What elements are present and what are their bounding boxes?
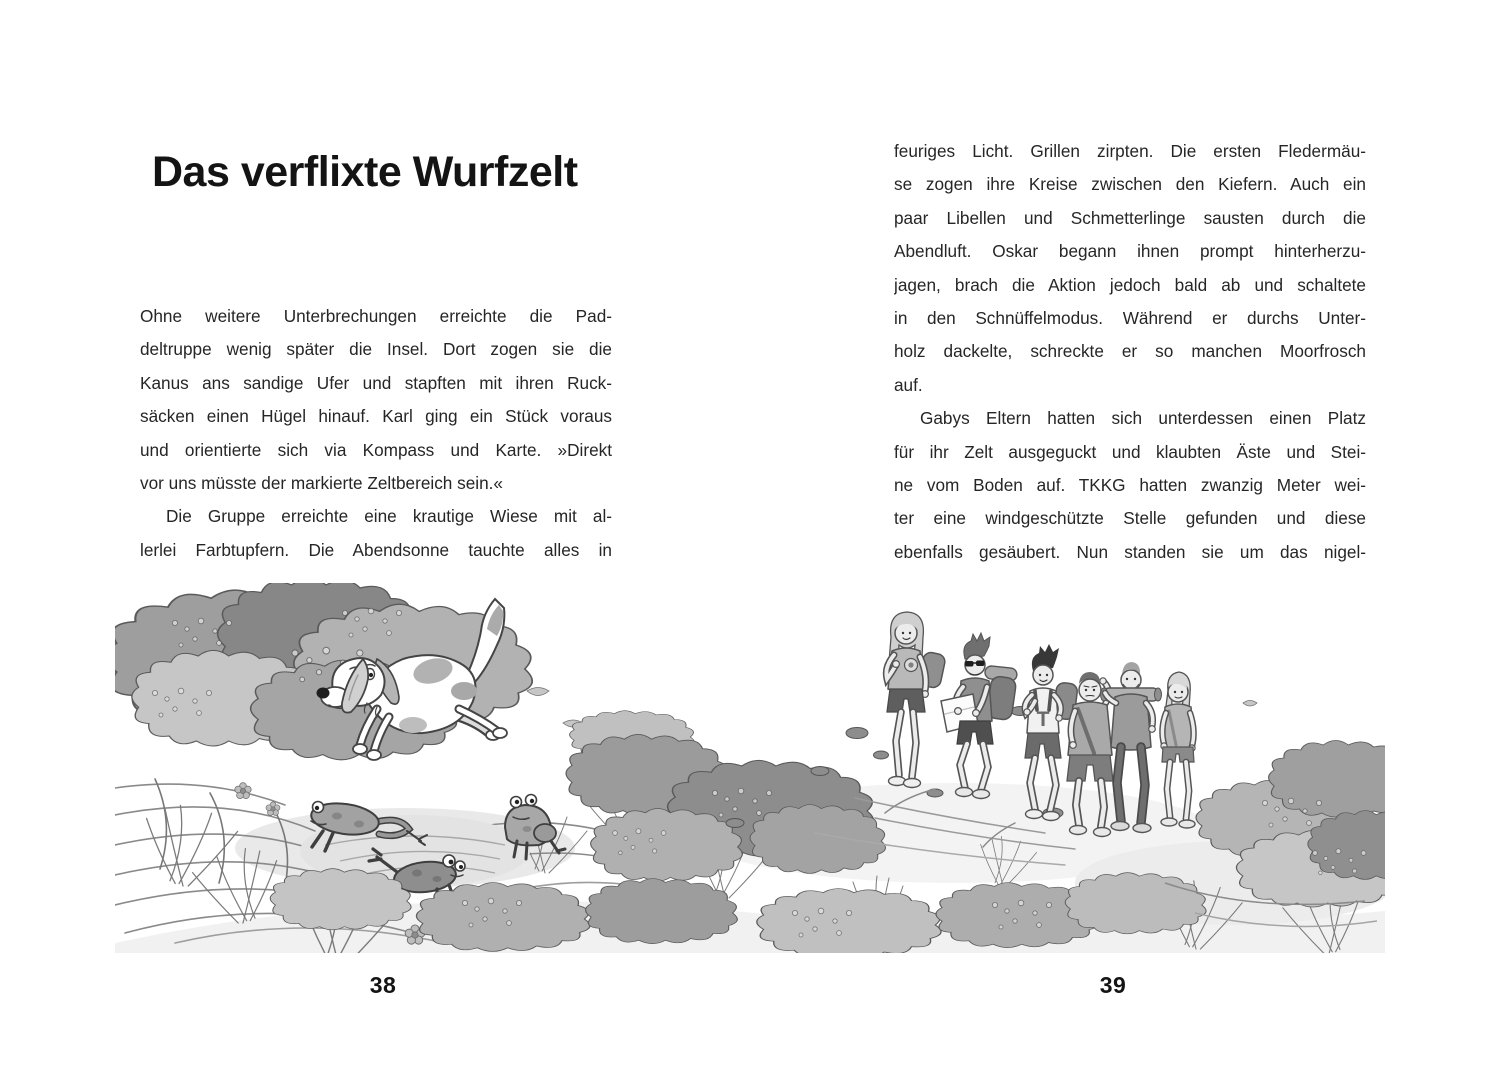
text-line: se zogen ihre Kreise zwischen den Kiefern. Auch ein — [894, 174, 1366, 195]
text-line: vor uns müsste der markierte Zeltbereich sein.« — [140, 472, 503, 493]
text-line: paar Libellen und Schmetterlinge sausten durch die — [894, 207, 1366, 228]
hiker-boy-map — [941, 633, 1018, 799]
text-line: in den Schnüffelmodus. Während er durchs Unter- — [894, 307, 1366, 328]
bushes-centre — [566, 711, 885, 882]
text-line: ebenfalls gesäubert. Nun standen sie um das nigel- — [894, 541, 1366, 562]
chapter-title: Das verflixte Wurfzelt — [152, 148, 578, 196]
text-line: Abendluft. Oskar begann ihnen prompt hinterherzu- — [894, 241, 1366, 262]
text-line: ne vom Boden auf. TKKG hatten zwanzig Meter wei- — [894, 474, 1366, 495]
tshirt-letter: T — [1036, 708, 1050, 731]
text-line: jagen, brach die Aktion jedoch bald ab und schaltete — [894, 274, 1366, 295]
text-line: für ihr Zelt ausgeguckt und klaubten Äste und Stei- — [894, 441, 1366, 462]
text-line: Ohne weitere Unterbrechungen erreichte die Pad- — [140, 306, 612, 326]
page-number-left: 38 — [369, 972, 397, 998]
hiker-girl-leader — [886, 612, 946, 788]
text-line: und orientierte sich via Kompass und Karte. »Direkt — [140, 439, 612, 460]
text-line: Kanus ans sandige Ufer und stapften mit ihren Ruck- — [140, 372, 612, 393]
text-line: deltruppe wenig später die Insel. Dort zogen sie die — [140, 339, 612, 360]
text-line: Gabys Eltern hatten sich unterdessen einen Platz — [920, 408, 1366, 429]
text-line: lerlei Farbtupfern. Die Abendsonne tauchte alles in — [140, 539, 612, 560]
text-line: ter eine windgeschützte Stelle gefunden und diese — [894, 508, 1366, 529]
text-line: auf. — [894, 374, 923, 395]
left-page-text — [140, 300, 612, 567]
page-number-right: 39 — [1099, 972, 1127, 998]
text-line: feuriges Licht. Grillen zirpten. Die ersten Fledermäu- — [894, 141, 1366, 161]
text-line: Die Gruppe erreichte eine krautige Wiese mit al- — [166, 506, 612, 527]
text-line: holz dackelte, schreckte er so manchen Moorfrosch — [894, 341, 1366, 362]
meadow-illustration — [115, 583, 1385, 953]
hiker-mother — [1161, 672, 1195, 828]
right-page-text — [894, 135, 1366, 569]
text-line: säcken einen Hügel hinauf. Karl ging ein Stück voraus — [140, 406, 612, 427]
